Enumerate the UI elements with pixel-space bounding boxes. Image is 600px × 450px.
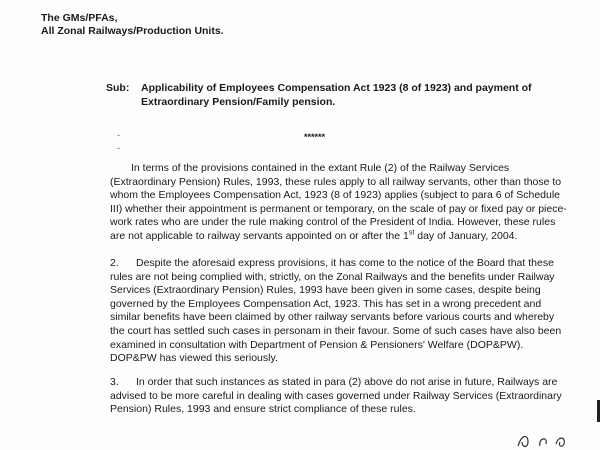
margin-dash-mark: - xyxy=(117,130,120,140)
subject-label: Sub: xyxy=(106,82,130,94)
paragraph-line xyxy=(110,376,580,390)
paragraph-line: III) whether their appointment is permanent or temporary, on the scale of pay or fixed pay or piece- xyxy=(110,202,567,215)
paragraph-line: Pension) Rules, 1993 and ensure strict compliance of these rules. xyxy=(110,403,416,416)
paragraph-line: similar benefits have been claimed by other railway servants before various courts and whereby xyxy=(110,311,555,324)
paragraph-line: (Extraordinary Pension) Rules, 1993, these rules apply to all railway servants, other than those to xyxy=(110,175,562,188)
paragraph-number: 3. xyxy=(110,376,119,388)
paragraph-1 xyxy=(110,162,580,244)
ordinal-suffix: st xyxy=(408,229,415,237)
paragraph-line: Services (Extraordinary Pension) Rules, 1993 have been given in some cases, despite being xyxy=(110,284,541,297)
paragraph-line: whom the Employees Compensation Act, 1923 (8 of 1923) applies (subject to para 6 of Schedule xyxy=(110,189,561,202)
paragraph-line: In terms of the provisions contained in the extant Rule (2) of the Railway Services xyxy=(131,162,510,174)
paragraph-line xyxy=(110,230,580,244)
paragraph-2 xyxy=(110,257,580,366)
addressee-line-1: The GMs/PFAs, xyxy=(41,12,118,24)
subject-line-1: Applicability of Employees Compensation Act 1923 (8 of 1923) and payment of xyxy=(141,82,532,94)
paragraph-line: governed by the Employees Compensation Act, 1923. This has set in a wrong precedent and xyxy=(110,297,542,310)
paragraph-line xyxy=(110,257,580,271)
margin-dash-mark: - xyxy=(117,143,120,153)
paragraph-text: are not applicable to railway servants appointed on or after the 1 xyxy=(110,229,409,242)
subject-block xyxy=(106,82,600,109)
paragraph-line: advised to be more careful in dealing with cases governed under Railway Services (Extraordinary xyxy=(110,389,562,402)
paragraph-line: DOP&PW has viewed this seriously. xyxy=(110,352,278,365)
addressee-line-2: All Zonal Railways/Production Units. xyxy=(41,25,224,37)
paragraph-text: Despite the aforesaid express provisions, it has come to the notice of the Board that these xyxy=(136,257,554,269)
separator-stars: ****** xyxy=(304,132,326,142)
paragraph-line: rules are not being complied with, strictly, on the Zonal Railways and the benefits under Railway xyxy=(110,270,555,283)
handwritten-mark-icon xyxy=(514,432,584,450)
paragraph-line: examined in consultation with Department of Pension & Pensioners' Welfare (DOP&PW). xyxy=(110,338,524,351)
paragraph-line: the court has settled such cases in personam in their favour. Some of such cases have also been xyxy=(110,324,562,337)
addressee-block xyxy=(41,12,224,38)
subject-line-2: Extraordinary Pension/Family pension. xyxy=(141,95,336,108)
paragraph-line: work rates who are under the rule making control of the President of India. However, these rules xyxy=(110,216,556,229)
paragraph-number: 2. xyxy=(110,257,119,269)
paragraph-text: day of January, 2004. xyxy=(414,229,518,242)
paragraph-3 xyxy=(110,376,580,417)
paragraph-text: In order that such instances as stated in para (2) above do not arise in future, Railways are xyxy=(136,376,558,388)
